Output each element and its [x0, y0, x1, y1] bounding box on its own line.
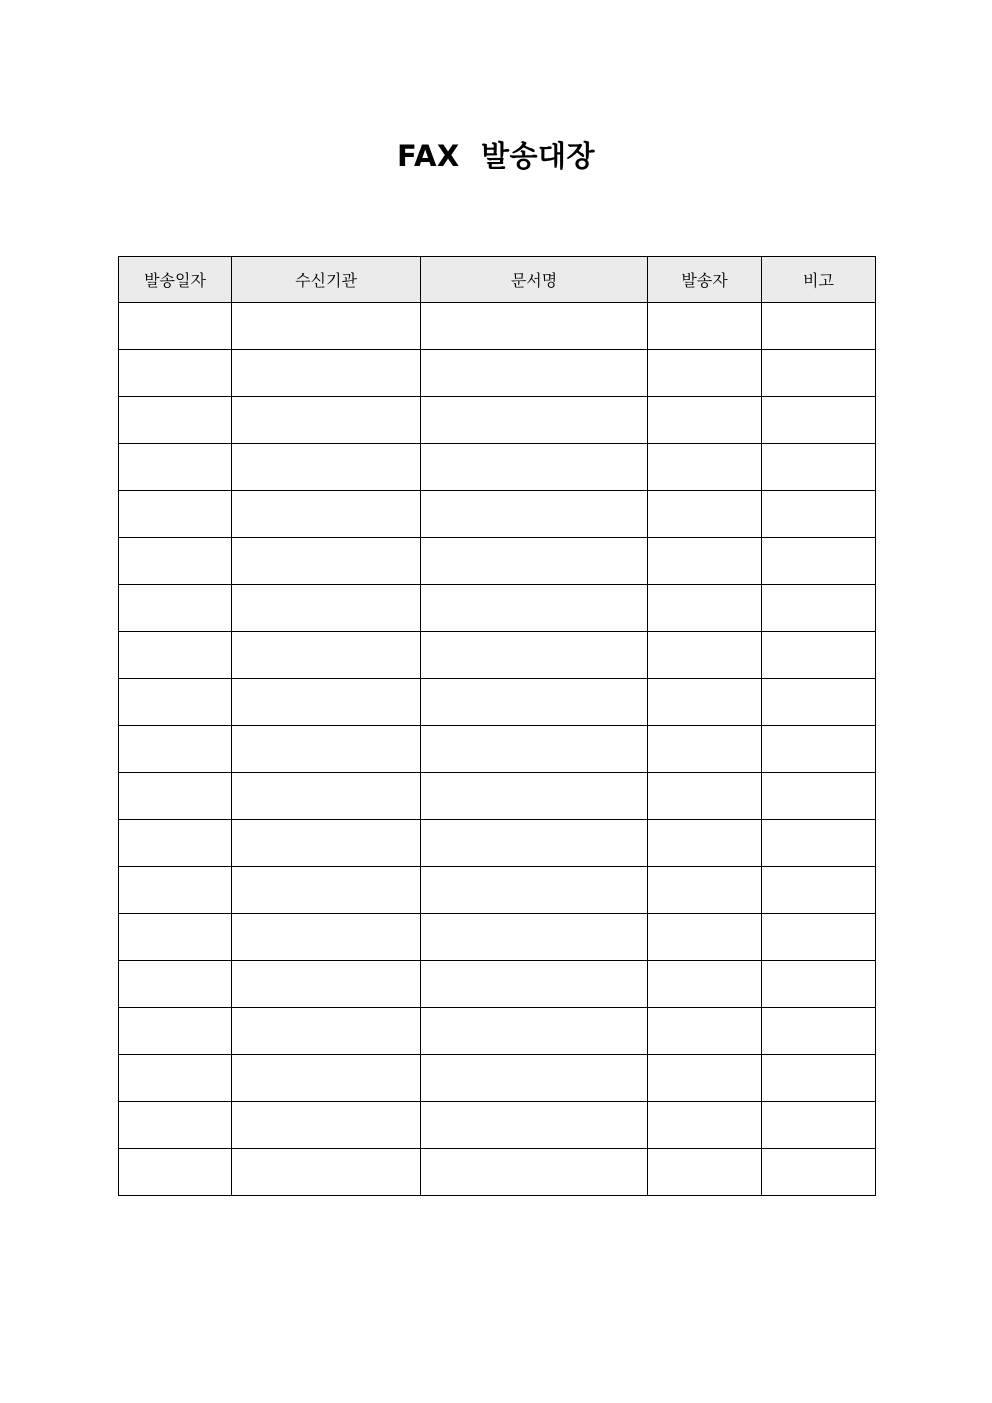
table-row: [119, 773, 876, 820]
sender-cell[interactable]: [648, 538, 762, 585]
document-name-cell[interactable]: [421, 632, 648, 679]
document-name-cell[interactable]: [421, 1149, 648, 1196]
document-name-cell[interactable]: [421, 961, 648, 1008]
document-name-cell[interactable]: [421, 820, 648, 867]
sender-cell[interactable]: [648, 961, 762, 1008]
send-date-cell[interactable]: [119, 585, 232, 632]
recipient-cell[interactable]: [232, 1008, 421, 1055]
recipient-cell[interactable]: [232, 820, 421, 867]
document-name-cell[interactable]: [421, 444, 648, 491]
table-row: [119, 961, 876, 1008]
remarks-cell[interactable]: [762, 1149, 876, 1196]
table-row: [119, 397, 876, 444]
table-row: [119, 820, 876, 867]
document-name-cell[interactable]: [421, 491, 648, 538]
remarks-cell[interactable]: [762, 773, 876, 820]
recipient-cell[interactable]: [232, 961, 421, 1008]
send-date-cell[interactable]: [119, 773, 232, 820]
sender-cell[interactable]: [648, 726, 762, 773]
recipient-cell[interactable]: [232, 491, 421, 538]
table-row: [119, 1149, 876, 1196]
column-header-document-name: 문서명: [421, 257, 648, 303]
document-name-cell[interactable]: [421, 1102, 648, 1149]
remarks-cell[interactable]: [762, 1055, 876, 1102]
send-date-cell[interactable]: [119, 444, 232, 491]
send-date-cell[interactable]: [119, 397, 232, 444]
sender-cell[interactable]: [648, 303, 762, 350]
remarks-cell[interactable]: [762, 397, 876, 444]
table-row: [119, 444, 876, 491]
remarks-cell[interactable]: [762, 820, 876, 867]
recipient-cell[interactable]: [232, 914, 421, 961]
send-date-cell[interactable]: [119, 303, 232, 350]
document-title: FAX 발송대장: [396, 139, 596, 173]
remarks-cell[interactable]: [762, 538, 876, 585]
recipient-cell[interactable]: [232, 350, 421, 397]
remarks-cell[interactable]: [762, 632, 876, 679]
table-row: [119, 914, 876, 961]
send-date-cell[interactable]: [119, 867, 232, 914]
document-name-cell[interactable]: [421, 1008, 648, 1055]
sender-cell[interactable]: [648, 773, 762, 820]
sender-cell[interactable]: [648, 632, 762, 679]
remarks-cell[interactable]: [762, 1008, 876, 1055]
send-date-cell[interactable]: [119, 1102, 232, 1149]
send-date-cell[interactable]: [119, 961, 232, 1008]
remarks-cell[interactable]: [762, 303, 876, 350]
recipient-cell[interactable]: [232, 773, 421, 820]
table-row: [119, 632, 876, 679]
document-name-cell[interactable]: [421, 867, 648, 914]
table-body: [119, 303, 876, 1196]
recipient-cell[interactable]: [232, 632, 421, 679]
table-row: [119, 350, 876, 397]
header-row: [119, 257, 876, 303]
send-date-cell[interactable]: [119, 1055, 232, 1102]
document-name-cell[interactable]: [421, 538, 648, 585]
document-name-cell[interactable]: [421, 350, 648, 397]
remarks-cell[interactable]: [762, 914, 876, 961]
recipient-cell[interactable]: [232, 585, 421, 632]
document-name-cell[interactable]: [421, 914, 648, 961]
document-name-cell[interactable]: [421, 773, 648, 820]
send-date-cell[interactable]: [119, 679, 232, 726]
table-row: [119, 679, 876, 726]
sender-cell[interactable]: [648, 914, 762, 961]
remarks-cell[interactable]: [762, 444, 876, 491]
sender-cell[interactable]: [648, 350, 762, 397]
send-date-cell[interactable]: [119, 820, 232, 867]
document-name-cell[interactable]: [421, 1055, 648, 1102]
remarks-cell[interactable]: [762, 1102, 876, 1149]
table-row: [119, 1055, 876, 1102]
send-date-cell[interactable]: [119, 1008, 232, 1055]
sender-cell[interactable]: [648, 1102, 762, 1149]
sender-cell[interactable]: [648, 679, 762, 726]
sender-cell[interactable]: [648, 1149, 762, 1196]
fax-log-table: [118, 256, 876, 1196]
send-date-cell[interactable]: [119, 726, 232, 773]
sender-cell[interactable]: [648, 585, 762, 632]
send-date-cell[interactable]: [119, 538, 232, 585]
table-row: [119, 1102, 876, 1149]
remarks-cell[interactable]: [762, 585, 876, 632]
send-date-cell[interactable]: [119, 632, 232, 679]
sender-cell[interactable]: [648, 1008, 762, 1055]
sender-cell[interactable]: [648, 491, 762, 538]
send-date-cell[interactable]: [119, 491, 232, 538]
remarks-cell[interactable]: [762, 867, 876, 914]
remarks-cell[interactable]: [762, 961, 876, 1008]
table-row: [119, 1008, 876, 1055]
recipient-cell[interactable]: [232, 1102, 421, 1149]
column-header-recipient: 수신기관: [232, 257, 421, 303]
send-date-cell[interactable]: [119, 914, 232, 961]
recipient-cell[interactable]: [232, 397, 421, 444]
table-row: [119, 726, 876, 773]
recipient-cell[interactable]: [232, 867, 421, 914]
column-header-sender: 발송자: [648, 257, 762, 303]
remarks-cell[interactable]: [762, 491, 876, 538]
send-date-cell[interactable]: [119, 350, 232, 397]
recipient-cell[interactable]: [232, 679, 421, 726]
remarks-cell[interactable]: [762, 726, 876, 773]
table-row: [119, 585, 876, 632]
recipient-cell[interactable]: [232, 303, 421, 350]
remarks-cell[interactable]: [762, 679, 876, 726]
sender-cell[interactable]: [648, 820, 762, 867]
column-header-send-date: 발송일자: [119, 257, 232, 303]
recipient-cell[interactable]: [232, 1055, 421, 1102]
table-row: [119, 491, 876, 538]
table-row: [119, 303, 876, 350]
recipient-cell[interactable]: [232, 538, 421, 585]
sender-cell[interactable]: [648, 1055, 762, 1102]
column-header-remarks: 비고: [762, 257, 876, 303]
document-name-cell[interactable]: [421, 303, 648, 350]
recipient-cell[interactable]: [232, 1149, 421, 1196]
document-name-cell[interactable]: [421, 679, 648, 726]
recipient-cell[interactable]: [232, 444, 421, 491]
table-row: [119, 867, 876, 914]
sender-cell[interactable]: [648, 444, 762, 491]
document-name-cell[interactable]: [421, 397, 648, 444]
document-name-cell[interactable]: [421, 726, 648, 773]
sender-cell[interactable]: [648, 397, 762, 444]
send-date-cell[interactable]: [119, 1149, 232, 1196]
remarks-cell[interactable]: [762, 350, 876, 397]
table-row: [119, 538, 876, 585]
document-name-cell[interactable]: [421, 585, 648, 632]
sender-cell[interactable]: [648, 867, 762, 914]
recipient-cell[interactable]: [232, 726, 421, 773]
